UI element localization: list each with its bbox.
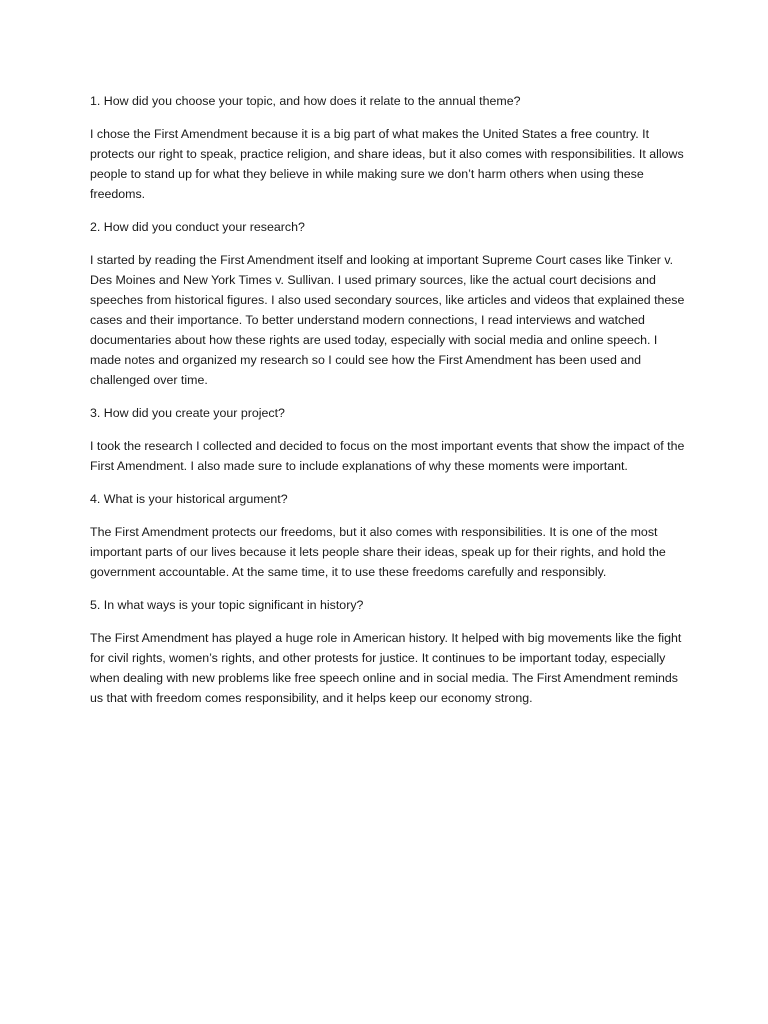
answer-3: I took the research I collected and decided to focus on the most important events that show the impact of the First Amendment. I also made sure to include explanations of why these moments were important. bbox=[90, 439, 685, 473]
question-4: 4. What is your historical argument? bbox=[90, 492, 288, 506]
question-5: 5. In what ways is your topic significant in history? bbox=[90, 598, 364, 612]
question-1: 1. How did you choose your topic, and how does it relate to the annual theme? bbox=[90, 94, 521, 108]
answer-5: The First Amendment has played a huge role in American history. It helped with big movements like the fight for civil rights, women’s rights, and other protests for justice. It continues to be important today, especially when dealing with new problems like free speech online and in social media. The First Amendment reminds us that with freedom comes responsibility, and it helps keep our economy strong. bbox=[90, 631, 682, 705]
question-3: 3. How did you create your project? bbox=[90, 406, 285, 420]
document-page bbox=[90, 91, 686, 721]
answer-1: I chose the First Amendment because it is a big part of what makes the United States a free country. It protects our right to speak, practice religion, and share ideas, but it also comes with responsibilities. It allows people to stand up for what they believe in while making sure we don’t harm others when using these freedoms. bbox=[90, 127, 684, 201]
answer-2: I started by reading the First Amendment itself and looking at important Supreme Court cases like Tinker v. Des Moines and New York Times v. Sullivan. I used primary sources, like the actual court decisions and speeches from historical figures. I also used secondary sources, like articles and videos that explained these cases and their importance. To better understand modern connections, I read interviews and watched documentaries about how these rights are used today, especially with social media and online speech. I made notes and organized my research so I could see how the First Amendment has been used and challenged over time. bbox=[90, 253, 685, 387]
question-2: 2. How did you conduct your research? bbox=[90, 220, 305, 234]
answer-4: The First Amendment protects our freedoms, but it also comes with responsibilities. It is one of the most important parts of our lives because it lets people share their ideas, speak up for their rights, and hold the government accountable. At the same time, it to use these freedoms carefully and responsibly. bbox=[90, 525, 666, 579]
